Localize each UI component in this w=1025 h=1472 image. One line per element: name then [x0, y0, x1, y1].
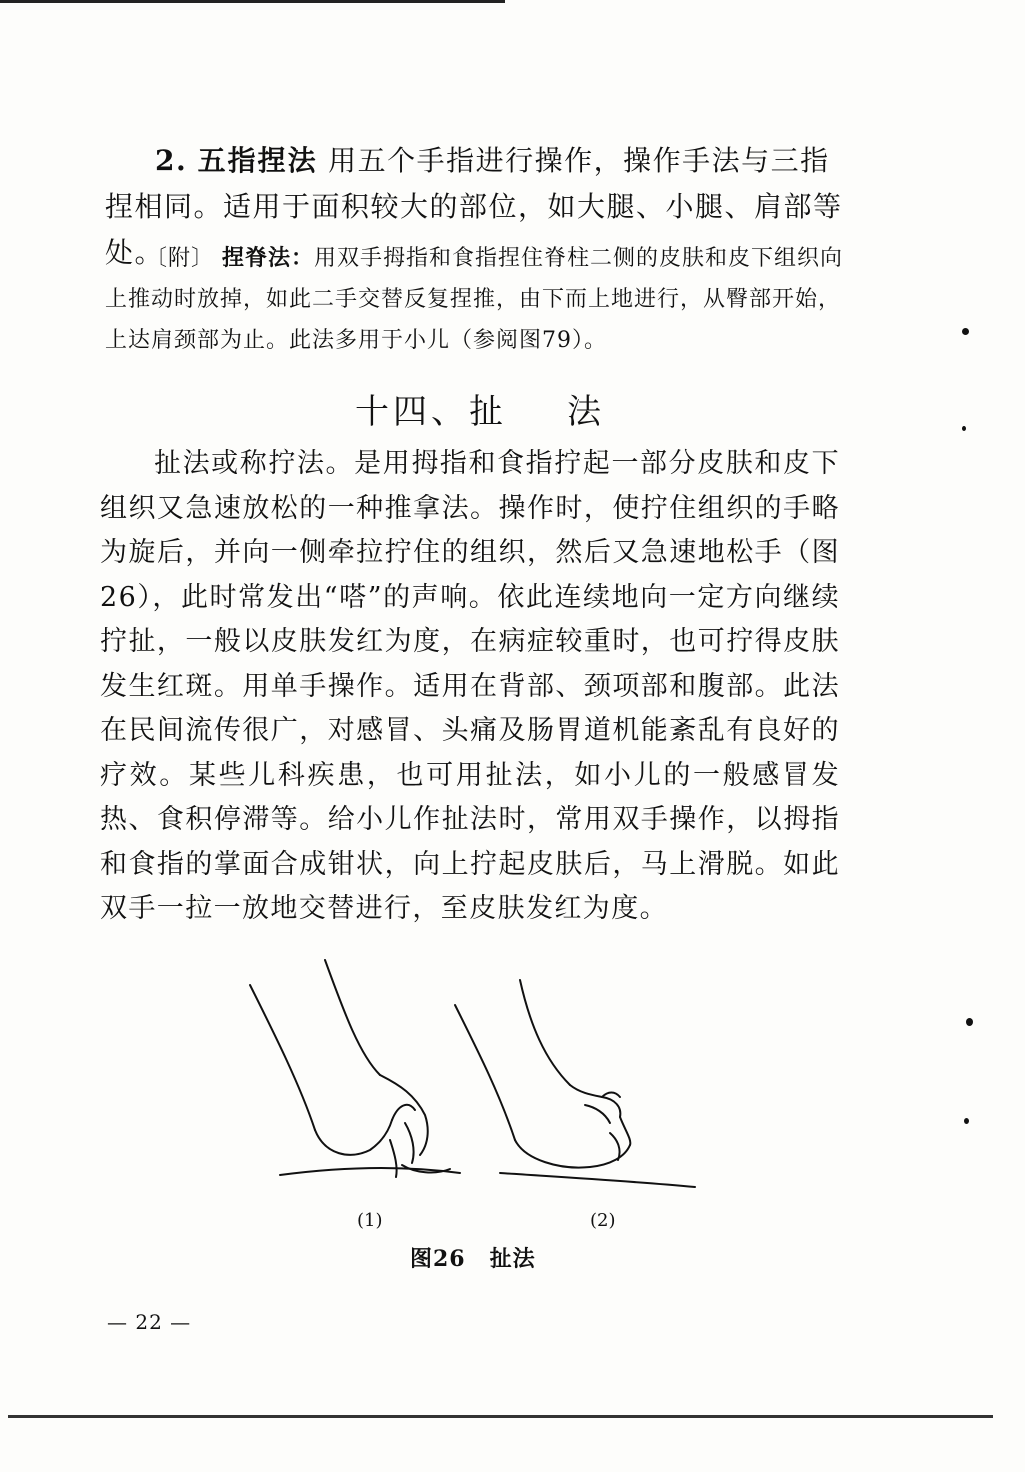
figure-caption	[410, 1242, 536, 1273]
section-title-prefix: 十四、扯	[355, 392, 507, 432]
bottom-rule	[8, 1415, 993, 1418]
scan-speck	[966, 1018, 973, 1026]
page-number: — 22 —	[107, 1310, 192, 1334]
caption-title: 扯法	[489, 1246, 536, 1272]
scan-speck	[964, 1118, 969, 1124]
scan-speck	[962, 328, 969, 335]
note-tag: 〔附〕	[145, 246, 215, 271]
figure-label-1: (1)	[357, 1210, 383, 1231]
section-title	[355, 384, 605, 433]
scan-speck	[962, 426, 966, 431]
body-paragraph: 扯法或称拧法。是用拇指和食指拧起一部分皮肤和皮下组织又急速放松的一种推拿法。操作时，使拧住组织的手略为旋后，并向一侧牵拉拧住的组织，然后又急速地松手（图26），此时常发出“嗒”的声响。依此连续地向一定方向继续拧扯，一般以皮肤发红为度，在病症较重时，也可拧得皮肤发生红斑。用单手操作。适用在背部、颈项部和腹部。此法在民间流传很广，对感冒、头痛及肠胃道机能紊乱有良好的疗效。某些儿科疾患，也可用扯法，如小儿的一般感冒发热、食积停滞等。给小儿作扯法时，常用双手操作，以拇指和食指的掌面合成钳状，向上拧起皮肤后，马上滑脱。如此双手一拉一放地交替进行，至皮肤发红为度。	[100, 448, 840, 924]
figure-label-2: (2)	[590, 1210, 616, 1231]
top-rule	[0, 0, 505, 3]
pulling-method-illustration	[230, 945, 710, 1205]
appendix-note	[105, 238, 845, 361]
section-title-suffix: 法	[567, 392, 605, 432]
note-text: 用双手拇指和食指捏住脊柱二侧的皮肤和皮下组织向上推动时放掉，如此二手交替反复捏推，由下而上地进行，从臀部开始，上达肩颈部为止。此法多用于小儿（参阅图79）。	[105, 246, 844, 353]
note-title: 捏脊法：	[222, 245, 315, 271]
item-number: 2.	[155, 144, 188, 177]
item-title: 五指捏法	[197, 144, 318, 177]
caption-number: 图26	[410, 1246, 466, 1272]
item-text: 用五个手指进行操作，操作手法与三指捏相同。适用于面积较大的部位，如大腿、小腿、肩部等处。	[105, 144, 843, 269]
